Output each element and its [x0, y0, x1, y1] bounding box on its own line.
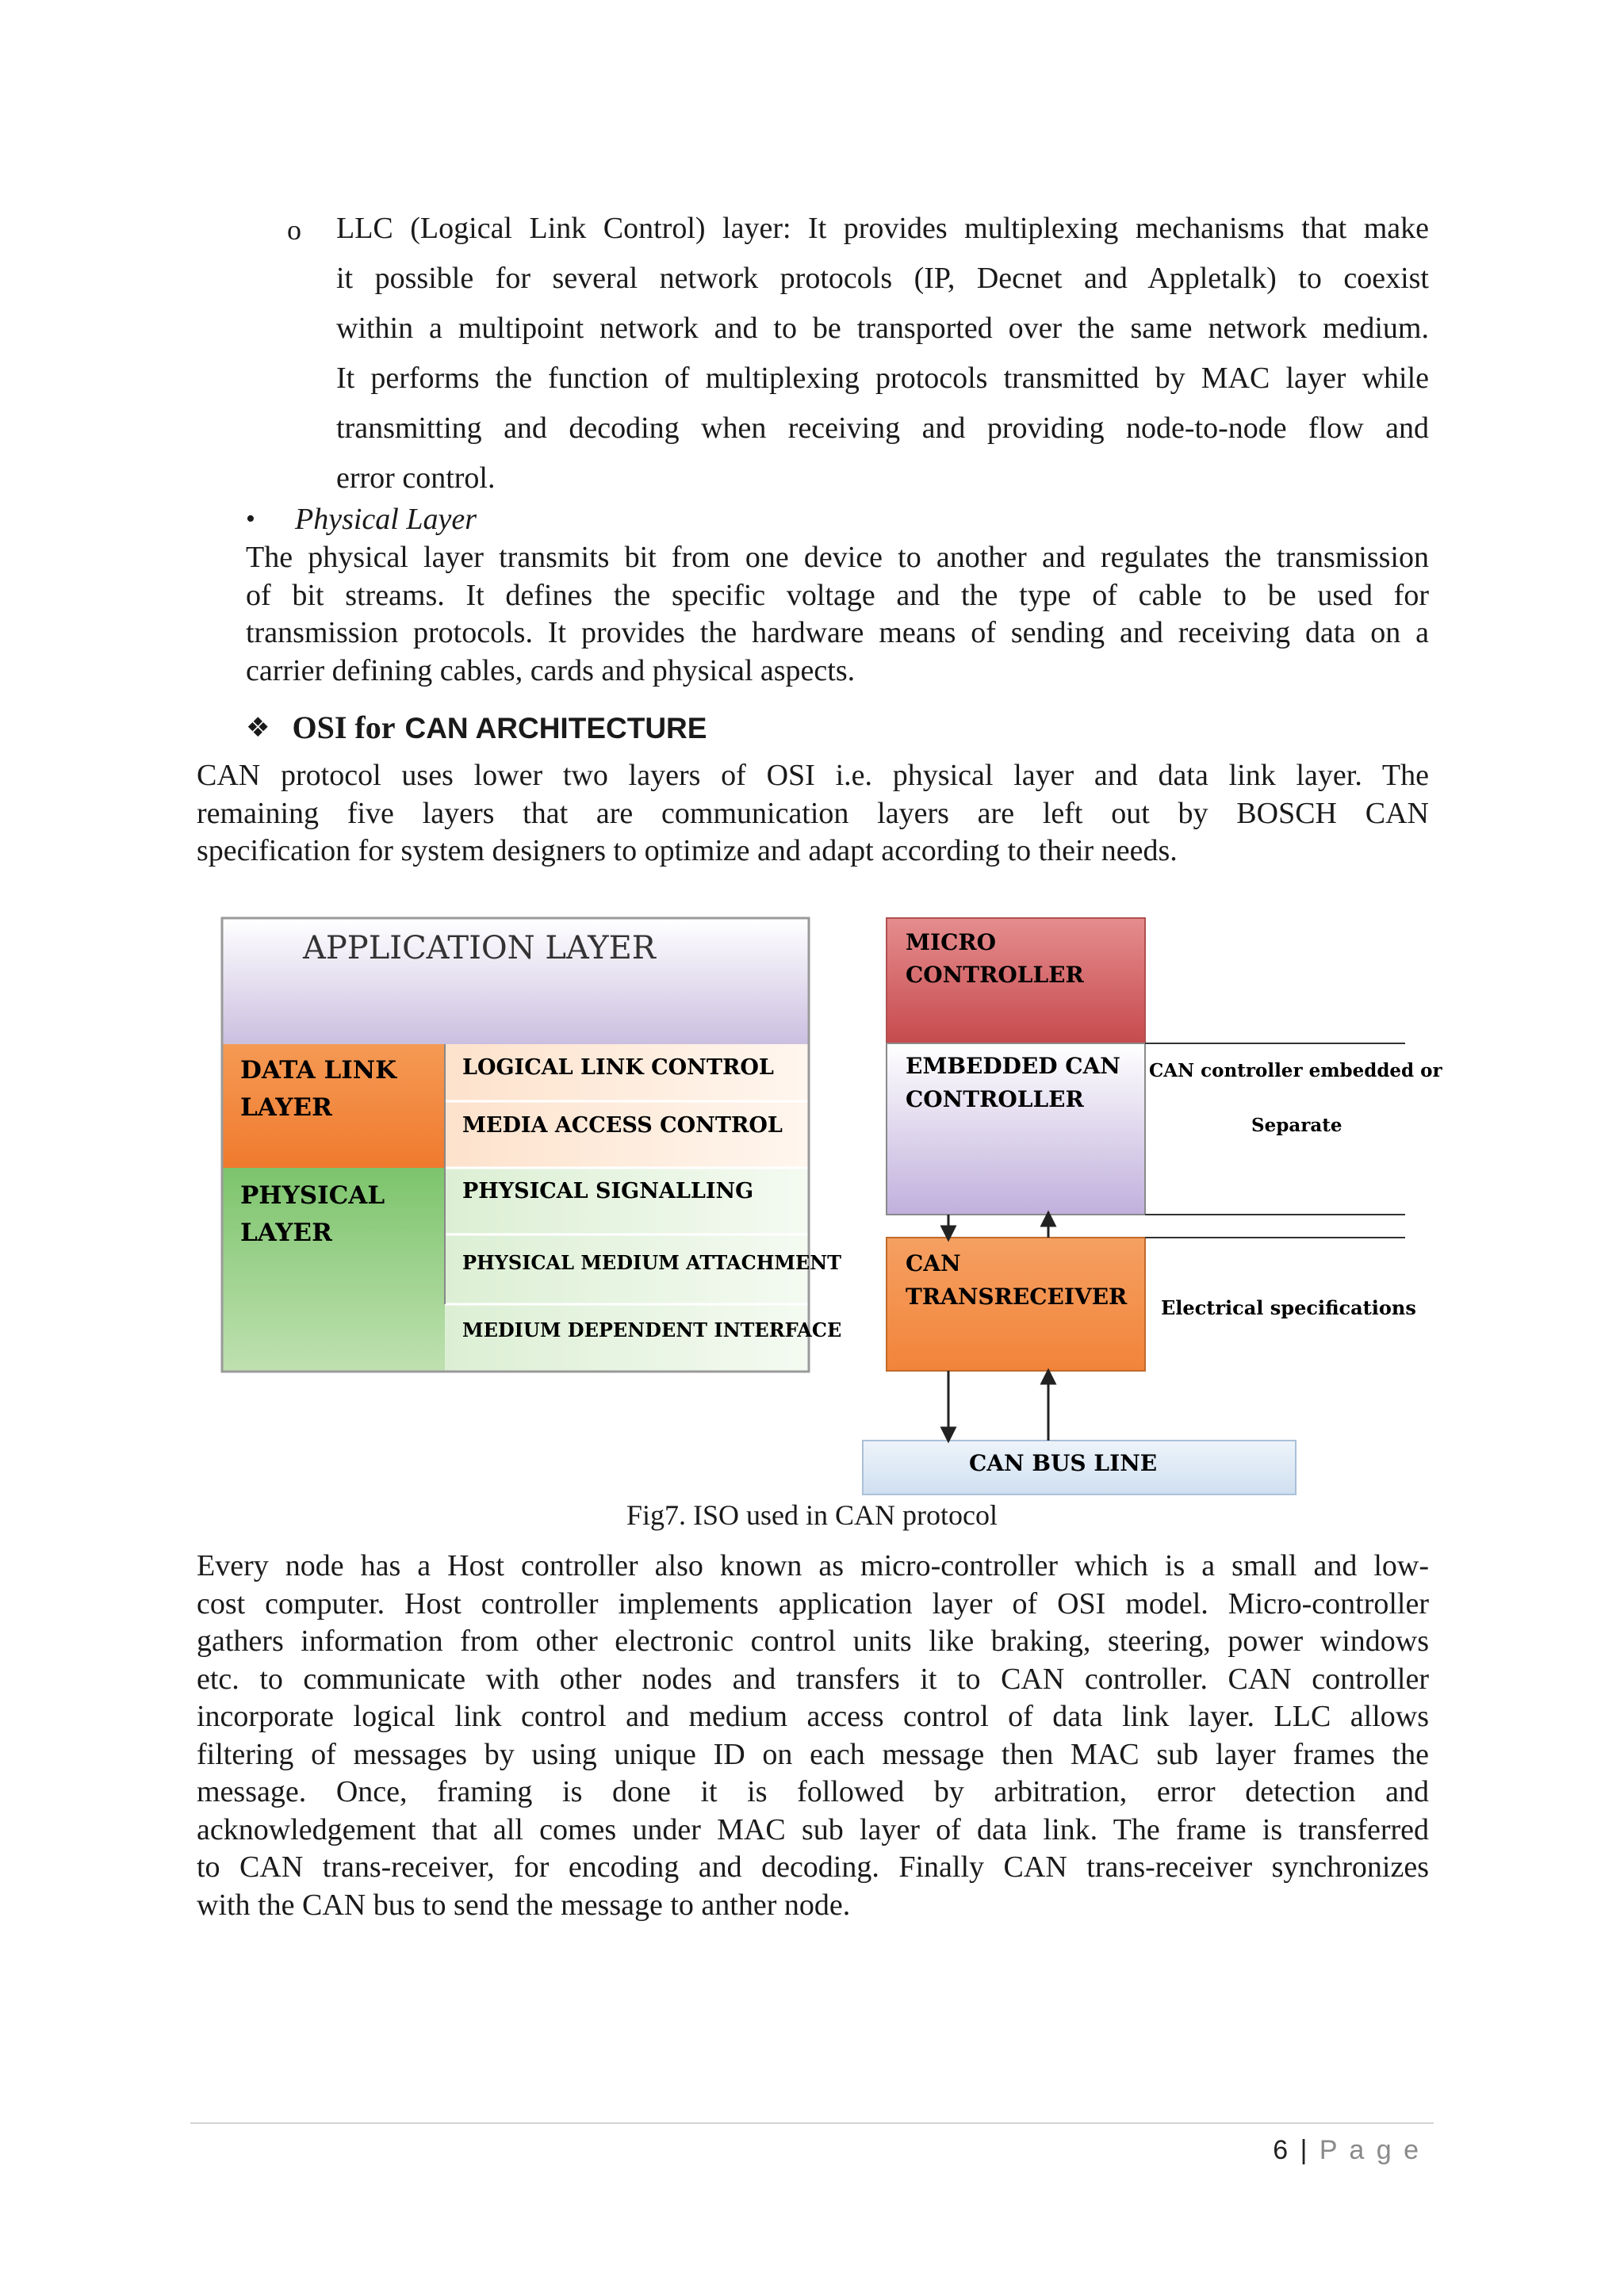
llc-line: error control.: [336, 461, 496, 495]
body-line: acknowledgement that all comes under MAC sub layer of data link. The frame is transferred: [197, 1812, 1429, 1846]
physical-line: The physical layer transmits bit from one device to another and regulates the transmission: [246, 541, 1429, 574]
diamond-bullet-icon: ❖: [246, 712, 270, 744]
body-paragraph: [197, 1548, 1429, 1924]
electrical-label: Electrical specifications: [1161, 1296, 1416, 1319]
llc-line: within a multipoint network and to be transported over the same network medium.: [336, 312, 1429, 345]
body-line: etc. to communicate with other nodes and transfers it to CAN controller. CAN controller: [197, 1662, 1429, 1696]
embedded-note-1: CAN controller embedded or: [1149, 1060, 1442, 1081]
body-line: with the CAN bus to send the message to anther node.: [197, 1888, 851, 1922]
figure-caption: Fig7. ISO used in CAN protocol: [626, 1499, 998, 1531]
body-line: message. Once, framing is done it is followed by arbitration, error detection and: [197, 1775, 1429, 1808]
data-link-label-1: DATA LINK: [240, 1056, 397, 1085]
embedded-label-1: EMBEDDED CAN: [906, 1053, 1120, 1079]
data-link-label-2: LAYER: [240, 1093, 332, 1122]
osi-line: CAN protocol uses lower two layers of OSI i.e. physical layer and data link layer. The: [197, 759, 1429, 792]
llc-bullet: o: [287, 214, 301, 246]
body-line: cost computer. Host controller implements application layer of OSI model. Micro-controller: [197, 1586, 1429, 1621]
sublayer-label: MEDIA ACCESS CONTROL: [462, 1113, 783, 1138]
heading-part2: CAN ARCHITECTURE: [404, 712, 707, 744]
sublayer-label: PHYSICAL MEDIUM ATTACHMENT: [462, 1251, 842, 1274]
footer-separator: |: [1300, 2135, 1308, 2165]
body-line: filtering of messages by using unique ID on each message then MAC sub layer frames the: [197, 1737, 1429, 1771]
body-line: incorporate logical link control and medium access control of data link layer. LLC allows: [197, 1700, 1429, 1733]
llc-line: It performs the function of multiplexing protocols transmitted by MAC layer while: [336, 362, 1429, 395]
heading-part1: OSI for: [292, 710, 396, 745]
body-line: Every node has a Host controller also known as micro-controller which is a small and low-: [197, 1549, 1429, 1582]
transceiver-label-2: TRANSRECEIVER: [906, 1284, 1128, 1310]
llc-line: transmitting and decoding when receiving and providing node-to-node flow and: [336, 411, 1429, 445]
physical-line: transmission protocols. It provides the hardware means of sending and receiving data on a: [246, 616, 1429, 649]
physical-title: Physical Layer: [295, 503, 477, 536]
can-bus-label: CAN BUS LINE: [969, 1450, 1158, 1476]
page-footer: [1273, 2131, 1421, 2169]
physical-bullet: •: [246, 504, 255, 534]
page-label: P a g e: [1319, 2135, 1421, 2165]
sublayer-label: LOGICAL LINK CONTROL: [462, 1055, 774, 1080]
can-node: [863, 918, 1442, 1494]
osi-line: remaining five layers that are communication layers are left out by BOSCH CAN: [197, 796, 1429, 830]
physical-label-1: PHYSICAL: [240, 1181, 385, 1210]
llc-line: LLC (Logical Link Control) layer: It provides multiplexing mechanisms that make: [336, 212, 1429, 245]
physical-line: carrier defining cables, cards and physical aspects.: [246, 653, 856, 687]
physical-label-2: LAYER: [240, 1219, 332, 1247]
physical-line: of bit streams. It defines the specific voltage and the type of cable to be used for: [246, 578, 1429, 612]
llc-line: it possible for several network protocols (IP, Decnet and Appletalk) to coexist: [336, 262, 1429, 295]
transceiver-label-1: CAN: [906, 1250, 961, 1276]
micro-label-1: MICRO: [906, 929, 997, 955]
embedded-label-2: CONTROLLER: [906, 1086, 1084, 1112]
body-line: to CAN trans-receiver, for encoding and decoding. Finally CAN trans-receiver synchronizes: [197, 1850, 1429, 1884]
micro-label-2: CONTROLLER: [906, 962, 1084, 988]
osi-line: specification for system designers to optimize and adapt according to their needs.: [197, 834, 1178, 867]
sublayer-label: MEDIUM DEPENDENT INTERFACE: [462, 1318, 842, 1341]
page-number: 6: [1273, 2135, 1289, 2165]
sublayer-label: PHYSICAL SIGNALLING: [462, 1179, 754, 1203]
embedded-note-2: Separate: [1251, 1115, 1342, 1136]
osi-stack: [222, 918, 841, 1372]
footer-rule: [190, 2122, 1434, 2124]
application-layer-label: APPLICATION LAYER: [303, 930, 656, 966]
body-line: gathers information from other electronic control units like braking, steering, power windows: [197, 1624, 1429, 1658]
